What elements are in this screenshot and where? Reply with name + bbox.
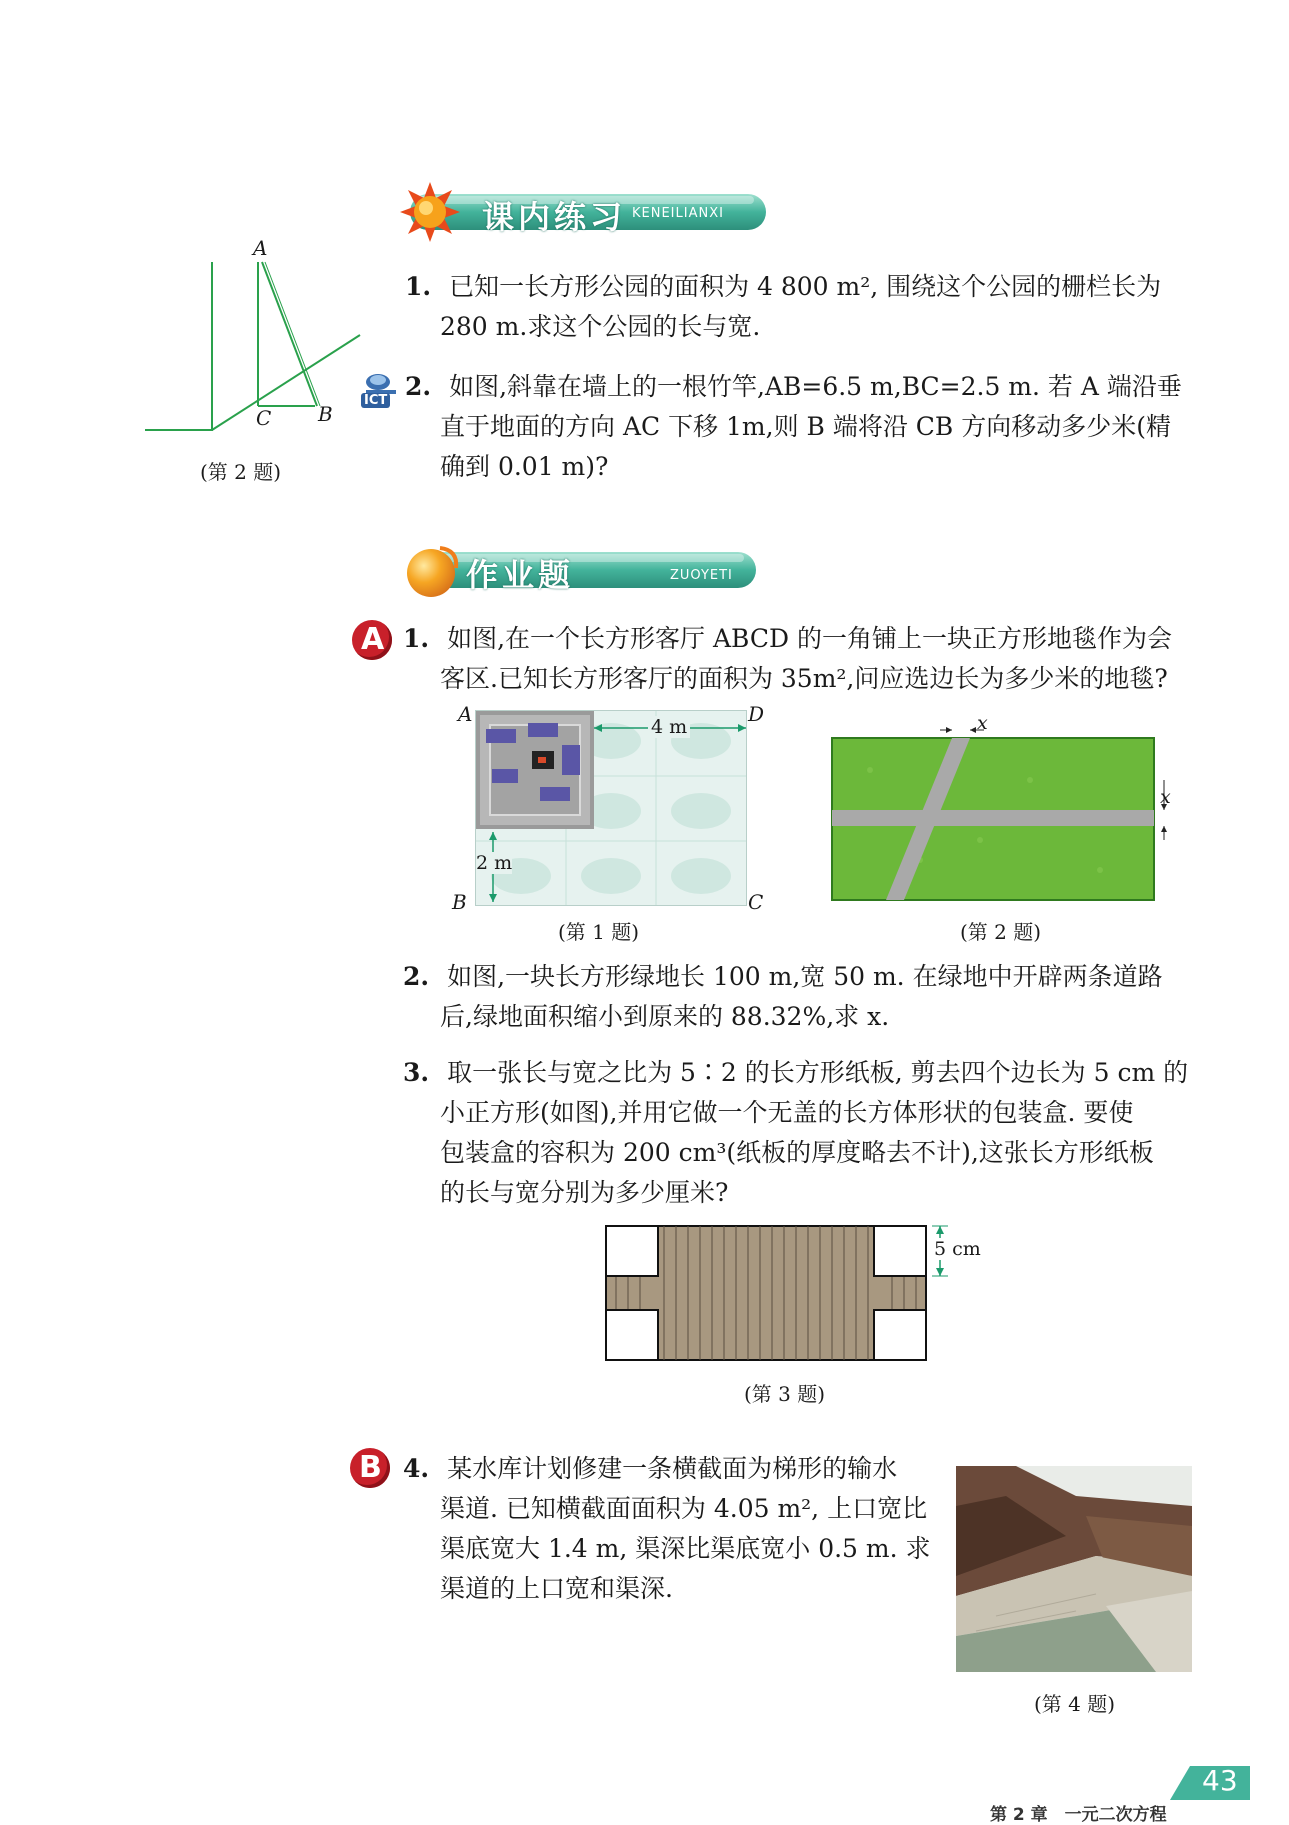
carpet-pattern bbox=[476, 711, 594, 829]
banner-subtitle: ZUOYETI bbox=[670, 568, 733, 583]
caption-box: (第 3 题) bbox=[744, 1382, 826, 1406]
carpet bbox=[476, 711, 594, 829]
hw-q1-line2: 客区.已知长方形客厅的面积为 35m²,问应选边长为多少米的地毯? bbox=[440, 664, 1168, 693]
figure-lawn bbox=[830, 720, 1160, 904]
footer-chapter: 第 2 章 一元二次方程 bbox=[990, 1805, 1167, 1825]
ict-label: ICT bbox=[361, 393, 390, 408]
label-a: A bbox=[253, 236, 268, 260]
inclass-q1-line1 bbox=[405, 272, 1161, 302]
q-number: 4. bbox=[403, 1454, 430, 1483]
q-text: 已知一长方形公园的面积为 4 800 m², 围绕这个公园的栅栏长为 bbox=[449, 272, 1162, 301]
star-burst-icon bbox=[398, 180, 462, 244]
room-dimension-lines bbox=[590, 712, 750, 912]
badge-letter: B bbox=[359, 1450, 382, 1485]
hw-q1-line1 bbox=[403, 624, 1172, 654]
hw-q2-line1 bbox=[403, 962, 1163, 992]
room-corner-a: A bbox=[458, 702, 473, 726]
label-c: C bbox=[256, 406, 272, 430]
q-number: 1. bbox=[405, 272, 432, 301]
lawn-x-top: x bbox=[977, 712, 988, 734]
inclass-q2-line3: 确到 0.01 m)? bbox=[440, 452, 609, 481]
caption-room: (第 1 题) bbox=[558, 920, 640, 944]
channel-photo bbox=[956, 1466, 1192, 1672]
room-corner-b: B bbox=[452, 890, 467, 914]
level-a-badge bbox=[352, 620, 392, 660]
orb-icon bbox=[400, 540, 462, 602]
inclass-q1-line2: 280 m.求这个公园的长与宽. bbox=[440, 312, 761, 341]
q-text: 某水库计划修建一条横截面为梯形的输水 bbox=[447, 1454, 898, 1483]
room-corner-c: C bbox=[748, 890, 764, 914]
badge-letter: A bbox=[361, 622, 385, 657]
hw-q4-line1 bbox=[403, 1454, 897, 1484]
hw-q3-line4: 的长与宽分别为多少厘米? bbox=[440, 1178, 729, 1207]
q-number: 2. bbox=[405, 372, 432, 401]
caption-wall: (第 2 题) bbox=[200, 460, 282, 484]
q-text: 如图,一块长方形绿地长 100 m,宽 50 m. 在绿地中开辟两条道路 bbox=[447, 962, 1163, 991]
q-number: 2. bbox=[403, 962, 430, 991]
figure-box bbox=[604, 1224, 934, 1364]
box-size-label: 5 cm bbox=[934, 1238, 981, 1260]
q-text: 取一张长与宽之比为 5∶2 的长方形纸板, 剪去四个边长为 5 cm 的 bbox=[447, 1058, 1189, 1087]
room-length-label: 4 m bbox=[648, 716, 690, 738]
inclass-q2-line1 bbox=[405, 372, 1182, 402]
inclass-q2-line2: 直于地面的方向 AC 下移 1m,则 B 端将沿 CB 方向移动多少米(精 bbox=[440, 412, 1171, 441]
caption-channel: (第 4 题) bbox=[1034, 1692, 1116, 1716]
q-text: 如图,斜靠在墙上的一根竹竿,AB=6.5 m,BC=2.5 m. 若 A 端沿垂 bbox=[449, 372, 1182, 401]
room-gap-label: 2 m bbox=[476, 852, 513, 874]
page-number: 43 bbox=[1202, 1764, 1238, 1797]
q-text: 如图,在一个长方形客厅 ABCD 的一角铺上一块正方形地毯作为会 bbox=[447, 624, 1172, 653]
hw-q3-line3: 包装盒的容积为 200 cm³(纸板的厚度略去不计),这张长方形纸板 bbox=[440, 1138, 1154, 1167]
banner-subtitle: KENEILIANXI bbox=[632, 206, 724, 221]
q-number: 3. bbox=[403, 1058, 430, 1087]
room-corner-d: D bbox=[748, 702, 765, 726]
caption-lawn: (第 2 题) bbox=[960, 920, 1042, 944]
hw-q2-line2: 后,绿地面积缩小到原来的 88.32%,求 x. bbox=[440, 1002, 890, 1031]
label-b: B bbox=[318, 402, 333, 426]
hw-q4-line2: 渠道. 已知横截面面积为 4.05 m², 上口宽比 bbox=[440, 1494, 928, 1523]
hw-q3-line1 bbox=[403, 1058, 1188, 1088]
banner-title: 作业题 bbox=[466, 556, 575, 594]
q-number: 1. bbox=[403, 624, 430, 653]
level-b-badge bbox=[350, 1448, 390, 1488]
hw-q3-line2: 小正方形(如图),并用它做一个无盖的长方体形状的包装盒. 要使 bbox=[440, 1098, 1134, 1127]
hw-q4-line3: 渠底宽大 1.4 m, 渠深比渠底宽小 0.5 m. 求 bbox=[440, 1534, 931, 1563]
hw-q4-line4: 渠道的上口宽和渠深. bbox=[440, 1574, 673, 1603]
lawn-x-right: x bbox=[1160, 786, 1171, 808]
banner-title: 课内练习 bbox=[482, 198, 627, 236]
